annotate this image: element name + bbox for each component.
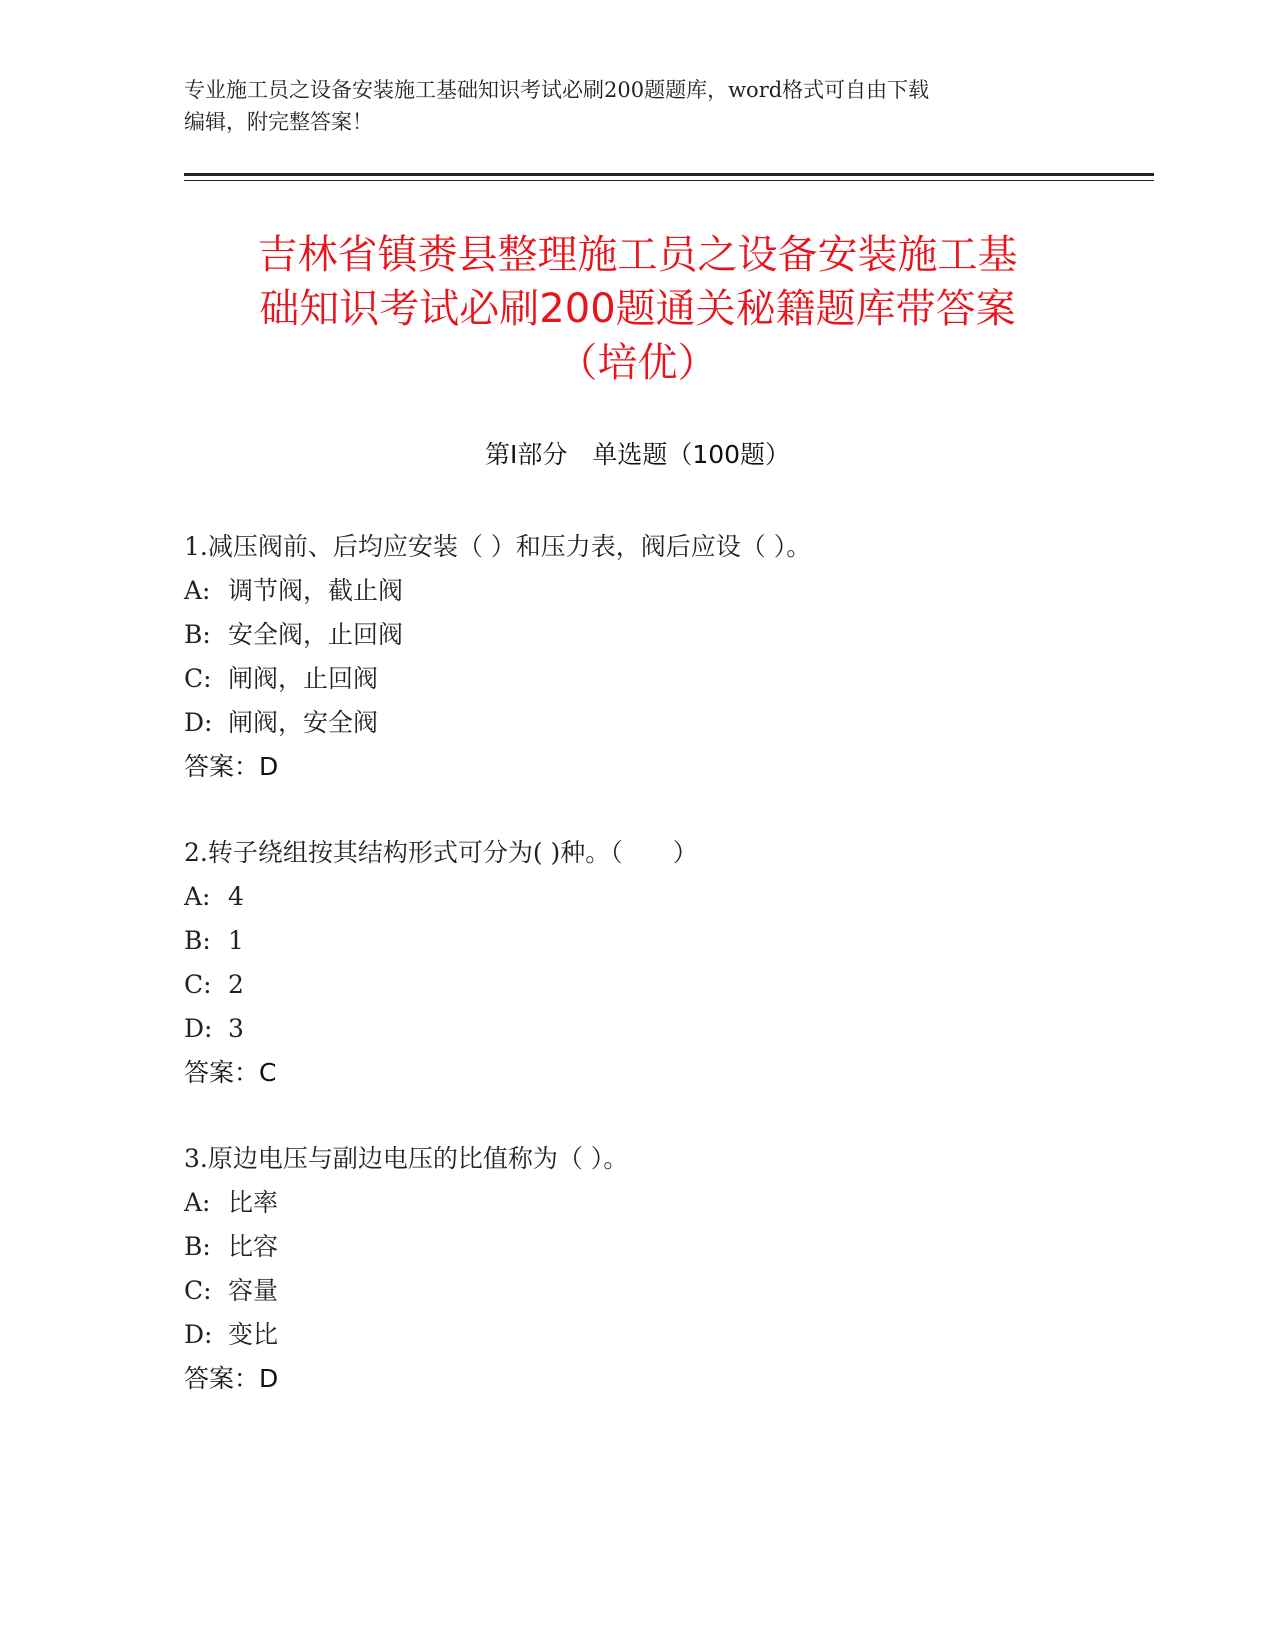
option-b	[184, 919, 1134, 963]
option-letter: B:	[184, 926, 211, 955]
option-letter: D:	[184, 1320, 213, 1349]
section-title: 第Ⅰ部分 单选题（100题）	[484, 440, 791, 469]
option-letter: A:	[184, 1188, 211, 1217]
option-d	[184, 1007, 1134, 1051]
option-a	[184, 569, 1134, 613]
header-divider-thin	[184, 180, 1154, 181]
header-note-line-2: 编辑，附完整答案！	[184, 110, 373, 134]
option-d	[184, 1313, 1134, 1357]
document-title-line-1: 吉林省镇赉县整理施工员之设备安装施工基	[257, 232, 1018, 278]
question-stem: 1.减压阀前、后均应安装（ ）和压力表，阀后应设（ ）。	[184, 532, 812, 561]
option-a	[184, 1181, 1134, 1225]
option-letter: B:	[184, 620, 211, 649]
option-text: 闸阀，止回阀	[228, 664, 379, 693]
option-letter: A:	[184, 576, 211, 605]
answer: 答案：D	[184, 1364, 279, 1393]
option-text: 变比	[228, 1320, 279, 1349]
option-letter: C:	[184, 664, 212, 693]
question-1	[184, 525, 1134, 789]
option-letter: B:	[184, 1232, 211, 1261]
option-text: 安全阀，止回阀	[228, 620, 404, 649]
option-c	[184, 1269, 1134, 1313]
question-list	[184, 525, 1134, 1401]
option-text: 3	[228, 1014, 244, 1043]
option-letter: C:	[184, 970, 212, 999]
question-3	[184, 1137, 1134, 1401]
option-text: 4	[228, 882, 244, 911]
option-text: 2	[228, 970, 244, 999]
option-letter: D:	[184, 708, 213, 737]
option-text: 调节阀，截止阀	[228, 576, 404, 605]
option-a	[184, 875, 1134, 919]
option-text: 1	[228, 926, 244, 955]
option-text: 容量	[228, 1276, 279, 1305]
option-c	[184, 963, 1134, 1007]
document-title	[190, 228, 1085, 390]
option-letter: D:	[184, 1014, 213, 1043]
option-text: 闸阀，安全阀	[228, 708, 379, 737]
option-text: 比容	[228, 1232, 279, 1261]
question-2	[184, 831, 1134, 1095]
option-b	[184, 1225, 1134, 1269]
header-note-line-1: 专业施工员之设备安装施工基础知识考试必刷200题题库，word格式可自由下载	[184, 78, 930, 102]
option-b	[184, 613, 1134, 657]
option-c	[184, 657, 1134, 701]
answer: 答案：D	[184, 752, 279, 781]
question-stem: 3.原边电压与副边电压的比值称为（ ）。	[184, 1144, 629, 1173]
document-title-line-2: 础知识考试必刷200题通关秘籍题库带答案	[259, 286, 1016, 332]
option-d	[184, 701, 1134, 745]
header-divider-thick	[184, 173, 1154, 176]
option-letter: C:	[184, 1276, 212, 1305]
option-text: 比率	[228, 1188, 279, 1217]
answer: 答案：C	[184, 1058, 277, 1087]
question-stem: 2.转子绕组按其结构形式可分为( )种。（ ）	[184, 838, 698, 867]
header-note	[184, 74, 1084, 138]
option-letter: A:	[184, 882, 211, 911]
document-title-line-3: （培优）	[557, 340, 718, 386]
